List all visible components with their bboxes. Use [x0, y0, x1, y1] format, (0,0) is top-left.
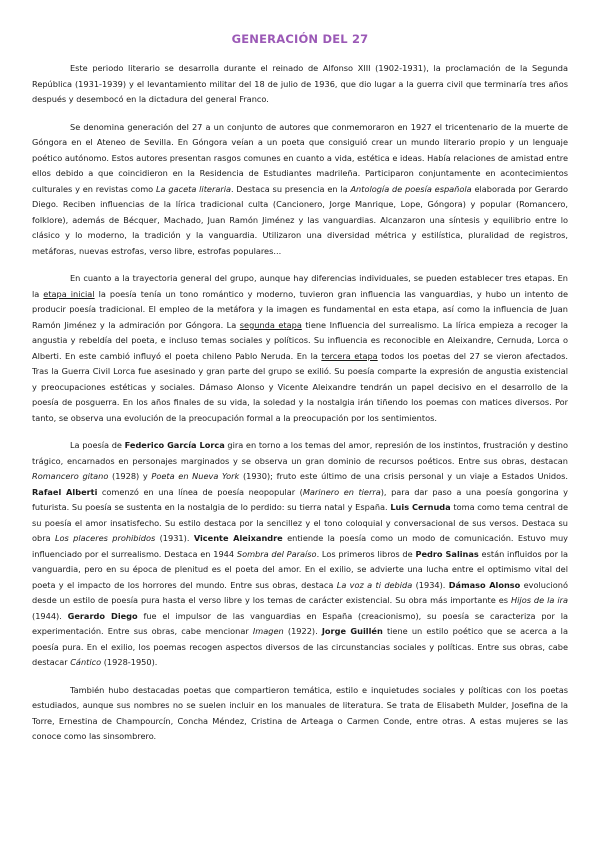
italic-text: Imagen: [252, 626, 284, 636]
italic-text: Poeta en Nueva York: [151, 471, 240, 481]
text-run: . Los primeros libros de: [316, 548, 416, 559]
text-run: . Destaca su presencia en la: [231, 183, 351, 194]
text-run: (1931).: [155, 533, 194, 543]
italic-text: Marinero en tierra: [302, 486, 381, 497]
paragraph-stages: [32, 271, 568, 426]
text-run: (1922).: [283, 626, 322, 636]
italic-text: Los placeres prohibidos: [54, 533, 156, 543]
text-run: están influidos por la vanguardia, pero en su época de plenitud es el poeta del amor. En el exilio, se advierte una lucha entre el optimismo vital del poeta y el impacto de los horrores del mundo. Entre sus obras, destaca: [32, 548, 568, 590]
text-run: entiende la poesía como un modo de comunicación. Estuvo muy influenciado por el surrealismo. Destaca en 1944: [32, 533, 568, 559]
italic-text: La gaceta literaria: [156, 183, 231, 194]
underlined-text: tercera etapa: [321, 350, 378, 361]
bold-text: Pedro Salinas: [415, 548, 479, 559]
bold-text: Dámaso Alonso: [448, 579, 521, 590]
italic-text: Sombra del Paraíso: [236, 548, 317, 559]
text-run: La poesía de: [70, 440, 125, 450]
italic-text: La voz a ti debida: [336, 579, 413, 590]
bold-text: Federico García Lorca: [124, 440, 225, 450]
text-run: (1944).: [32, 610, 68, 621]
paragraph-authors: [32, 438, 568, 671]
text-run: gira en torno a los temas del amor, represión de los instintos, frustración y destino trágico, encarnados en personajes marginados y se observa un gran dominio de recursos poéticos. Entre sus obras, destacan: [32, 440, 568, 466]
underlined-text: segunda etapa: [239, 319, 302, 330]
text-run: (1928-1950).: [101, 657, 158, 667]
text-run: la poesía tenía un tono romántico y moderno, tuvieron gran influencia las vanguardias, y hubo un intento de producir poesía tradicional. El empleo de la metáfora y la imagen es fundamental en esta etapa, así como la influencia de Juan Ramón Jiménez y la admiración por Góngora. La: [32, 288, 568, 330]
text-run: fue el impulsor de las vanguardias en España (creacionismo), su poesía se caracteriza por la experimentación. Entre sus obras, cabe mencionar: [32, 610, 569, 636]
text-run: tiene un estilo poético que se acerca a la poesía pura. En el exilio, los poemas recogen aspectos diversos de las circunstancias sociales y políticas. Entre sus obras, cabe destacar: [32, 626, 568, 667]
page-title: GENERACIÓN DEL 27: [231, 32, 369, 46]
text-run: En cuanto a la trayectoria general del grupo, aunque hay diferencias individuales, se pueden establecer tres etapas. En la: [32, 273, 568, 299]
italic-text: Antología de poesía española: [350, 183, 472, 194]
paragraph-women-poets: También hubo destacadas poetas que compartieron temática, estilo e inquietudes sociales y políticas con los poetas estudiados, aunque sus nombres no se suelen incluir en los manuales de literatura. Se trata de Elisabeth Mulder, Josefina de la Torre, Ernestina de Champourcín, Concha Méndez, Cristina de Arteaga o Carmen Conde, entre otras. A estas mujeres se las conoce como las sinsombrero.: [32, 684, 568, 741]
text-run: Se denomina generación del 27 a un conjunto de autores que conmemoraron en 1927 el tricentenario de la muerte de Góngora en el Ateneo de Sevilla. En Góngora veían a un poeta que consiguió crear un mundo literario propio y un lenguaje poético autónomo. Estos autores presentan rasgos comunes en cuanto a vida, estética e ideas. Había relaciones de amistad entre ellos debido a que coincidieron en la Residencia de Estudiantes madrileña. Participaron conjuntamente en acontecimientos culturales y en revistas como: [32, 121, 568, 194]
italic-text: Romancero gitano: [32, 471, 109, 481]
paragraph-generation-definition: [32, 120, 568, 260]
text-run: elaborada por Gerardo Diego. Reciben influencias de la lírica tradicional culta (Cancionero, Jorge Manrique, Lope, Góngora) y popular (Romancero, folklore), además de Bécquer, Machado, Juan Ramón Jiménez y las vanguardias. Alcanzaron una síntesis y equilibrio entre lo clásico y lo moderno, la tradición y la vanguardia. Utilizaron una diversidad métrica y estilística, pluralidad de registros, metáforas, nuevas estrofas, verso libre, estrofas populares...: [32, 183, 568, 256]
text-run: todos los poetas del 27 se vieron afectados. Tras la Guerra Civil Lorca fue asesinado y gran parte del grupo se exilió. Su poesía comparte la expresión de angustia existencial y preocupaciones estéticas y sociales. Dámaso Alonso y Vicente Aleixandre tendrán un papel decisivo en el desarrollo de la poesía de posguerra. En los años finales de su vida, la soledad y la nostalgia irán tiñendo los poemas con matices diversos. Por tanto, se observa una evolución de la preocupación formal a la preocupación por los sentimientos.: [32, 350, 568, 423]
text-run: (1934).: [412, 579, 449, 590]
text-run: (1930); fruto este último de una crisis personal y un viaje a Estados Unidos.: [239, 471, 568, 481]
text-run: toma como tema central de su poesía el amor insatisfecho. Su estilo destaca por la sencillez y el tono coloquial y conversacional de sus versos. Destaca su obra: [32, 502, 568, 543]
paragraph-historical-context: Este periodo literario se desarrolla durante el reinado de Alfonso XIII (1902-1931), la proclamación de la Segunda República (1931-1939) y el levantamiento militar del 18 de julio de 1936, que dio lugar a la guerra civil que terminaría tres años después y desembocó en la dictadura del general Franco.: [32, 63, 568, 104]
text-run: ), para dar paso a una poesía gongorina y futurista. Su poesía se sustenta en la nostalgia de lo perdido: su tierra natal y España.: [32, 486, 568, 512]
text-run: (1928) y: [108, 471, 152, 481]
italic-text: Hijos de la ira: [510, 595, 568, 605]
bold-text: Gerardo Diego: [67, 610, 138, 621]
italic-text: Cántico: [70, 657, 102, 667]
bold-text: Luis Cernuda: [390, 502, 451, 512]
text-run: tiene Influencia del surrealismo. La lírica empieza a recoger la angustia y rebeldía del poeta, e incluso temas sociales y políticos. Su influencia es reconocible en Aleixandre, Cernuda, Lorca o Alberti. En este cambió influyó el poeta chileno Pablo Neruda. En la: [32, 319, 568, 361]
underlined-text: etapa inicial: [43, 288, 95, 299]
bold-text: Vicente Aleixandre: [193, 533, 283, 543]
text-run: evolucionó desde un estilo de poesía pura hasta el verso libre y los temas de carácter existencial. Su obra más importante es: [32, 579, 568, 605]
bold-text: Rafael Alberti: [32, 486, 98, 497]
bold-text: Jorge Guillén: [321, 626, 383, 636]
text-run: comenzó en una línea de poesía neopopular (: [97, 486, 303, 497]
